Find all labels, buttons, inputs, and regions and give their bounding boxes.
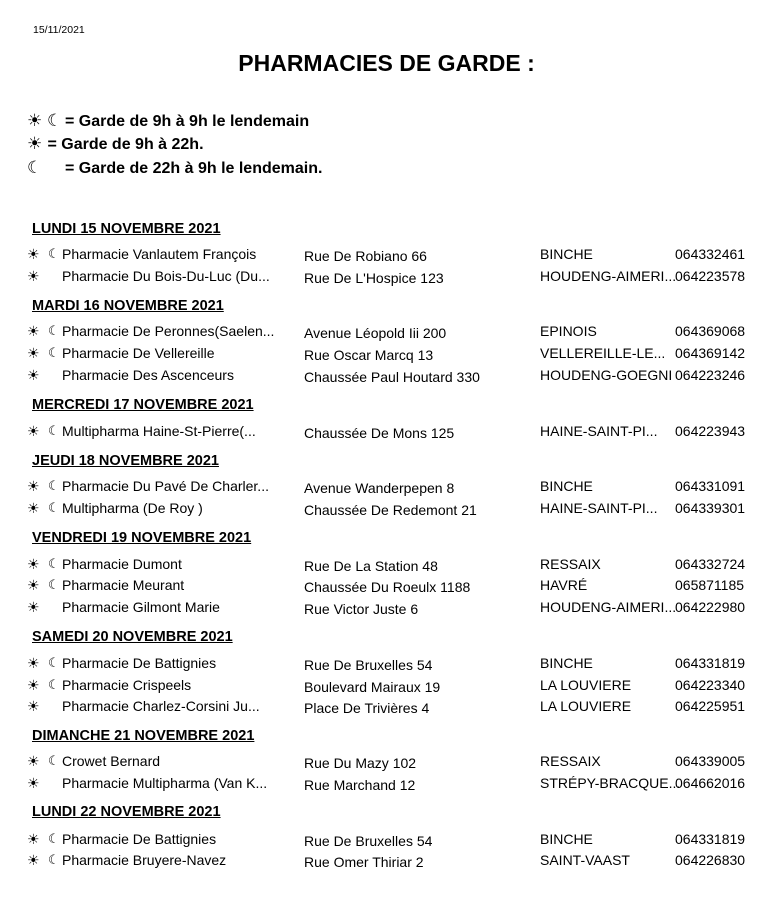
pharmacy-phone: 064226830: [675, 852, 746, 868]
pharmacy-phone: 064332724: [675, 556, 746, 572]
pharmacy-address: Place De Trivières 4: [304, 700, 430, 716]
pharmacy-city: EPINOIS: [540, 323, 597, 339]
pharmacy-phone: 064339301: [675, 500, 746, 516]
sun-icon: ☀: [27, 599, 40, 615]
pharmacy-address: Rue Marchand 12: [304, 777, 416, 793]
sun-icon: ☀: [27, 478, 40, 494]
pharmacy-name: Pharmacie Multipharma (Van K...: [62, 775, 268, 791]
sun-icon: ☀: [27, 577, 40, 593]
sun-icon: ☀: [27, 753, 40, 769]
moon-icon: ☾: [48, 423, 60, 438]
pharmacy-row: [0, 677, 773, 697]
sun-icon: ☀: [27, 698, 40, 714]
sun-icon: ☀: [27, 345, 40, 361]
pharmacy-row: [0, 655, 773, 675]
pharmacy-phone: 064332461: [675, 246, 746, 262]
sun-icon: ☀: [27, 655, 40, 671]
day-heading: SAMEDI 20 NOVEMBRE 2021: [32, 629, 233, 645]
day-heading: LUNDI 15 NOVEMBRE 2021: [32, 221, 221, 237]
pharmacy-phone: 064223246: [675, 367, 746, 383]
pharmacy-address: Rue Victor Juste 6: [304, 601, 419, 617]
sun-icon: ☀: [27, 677, 40, 693]
sun-icon: ☀: [27, 775, 40, 791]
moon-icon: ☾: [48, 478, 60, 493]
pharmacy-city: HOUDENG-GOEGNI: [540, 367, 673, 383]
pharmacy-name: Pharmacie De Peronnes(Saelen...: [62, 323, 275, 339]
pharmacy-name: Pharmacie Crispeels: [62, 677, 192, 693]
moon-icon: ☾: [48, 556, 60, 571]
pharmacy-row: [0, 246, 773, 266]
pharmacy-name: Pharmacie Charlez-Corsini Ju...: [62, 698, 260, 714]
moon-icon: ☾: [48, 753, 60, 768]
pharmacy-row: [0, 698, 773, 718]
pharmacy-name: Crowet Bernard: [62, 753, 161, 769]
pharmacy-city: HOUDENG-AIMERI...: [540, 599, 677, 615]
pharmacy-city: VELLEREILLE-LE...: [540, 345, 666, 361]
pharmacy-phone: 064339005: [675, 753, 746, 769]
moon-icon: ☾: [48, 577, 60, 592]
pharmacy-city: HOUDENG-AIMERI...: [540, 268, 677, 284]
pharmacy-name: Pharmacie Du Pavé De Charler...: [62, 478, 269, 494]
pharmacy-row: [0, 500, 773, 520]
pharmacy-row: [0, 478, 773, 498]
pharmacy-city: HAINE-SAINT-PI...: [540, 423, 658, 439]
pharmacy-city: SAINT-VAAST: [540, 852, 630, 868]
pharmacy-phone: 064225951: [675, 698, 746, 714]
moon-icon: ☾: [48, 852, 60, 867]
pharmacy-city: BINCHE: [540, 478, 593, 494]
pharmacy-row: [0, 367, 773, 387]
pharmacy-row: [0, 852, 773, 872]
pharmacy-phone: 064662016: [675, 775, 746, 791]
pharmacy-name: Multipharma (De Roy ): [62, 500, 203, 516]
pharmacy-phone: 064331819: [675, 655, 746, 671]
sun-icon: ☀: [27, 268, 40, 284]
pharmacy-address: Chaussée De Redemont 21: [304, 502, 477, 518]
moon-icon: ☾: [48, 246, 60, 261]
pharmacy-address: Rue Omer Thiriar 2: [304, 854, 424, 870]
pharmacy-address: Boulevard Mairaux 19: [304, 679, 441, 695]
sun-icon: ☀: [27, 831, 40, 847]
pharmacy-name: Pharmacie De Battignies: [62, 655, 217, 671]
day-heading: LUNDI 22 NOVEMBRE 2021: [32, 804, 221, 820]
moon-icon: ☾: [48, 831, 60, 846]
pharmacy-name: Pharmacie De Vellereille: [62, 345, 215, 361]
legend-text: = Garde de 9h à 9h le lendemain: [65, 113, 310, 130]
pharmacy-name: Pharmacie Des Ascenceurs: [62, 367, 234, 383]
pharmacy-address: Avenue Léopold Iii 200: [304, 325, 447, 341]
sun-icon: ☀: [27, 423, 40, 439]
pharmacy-row: [0, 577, 773, 597]
pharmacy-name: Pharmacie Gilmont Marie: [62, 599, 220, 615]
pharmacy-phone: 064222980: [675, 599, 746, 615]
legend-night: [27, 158, 322, 178]
pharmacy-phone: 064369142: [675, 345, 746, 361]
pharmacy-phone: 064223340: [675, 677, 746, 693]
pharmacy-phone: 064331819: [675, 831, 746, 847]
pharmacy-address: Chaussée De Mons 125: [304, 425, 455, 441]
page-title: PHARMACIES DE GARDE :: [238, 50, 535, 76]
day-heading: VENDREDI 19 NOVEMBRE 2021: [32, 530, 252, 546]
pharmacy-name: Pharmacie Meurant: [62, 577, 185, 593]
pharmacy-address: Rue Oscar Marcq 13: [304, 347, 434, 363]
moon-icon: ☾: [48, 655, 60, 670]
pharmacy-name: Pharmacie Dumont: [62, 556, 182, 572]
moon-icon: ☾: [48, 323, 60, 338]
legend-text: = Garde de 9h à 22h.: [47, 136, 204, 153]
pharmacy-row: [0, 753, 773, 773]
pharmacy-row: [0, 423, 773, 443]
pharmacy-row: [0, 268, 773, 288]
sun-icon: ☀: [27, 556, 40, 572]
pharmacy-name: Multipharma Haine-St-Pierre(...: [62, 423, 256, 439]
sun-icon: ☀: [27, 852, 40, 868]
legend-day-night: [27, 111, 309, 131]
pharmacy-name: Pharmacie Du Bois-Du-Luc (Du...: [62, 268, 270, 284]
pharmacy-city: HAVRÉ: [540, 577, 588, 593]
pharmacy-name: Pharmacie Vanlautem François: [62, 246, 257, 262]
pharmacy-phone: 064331091: [675, 478, 746, 494]
moon-icon: ☾: [48, 345, 60, 360]
sun-moon-icon: ☀ ☾: [27, 111, 63, 130]
pharmacy-city: RESSAIX: [540, 556, 601, 572]
pharmacy-city: HAINE-SAINT-PI...: [540, 500, 658, 516]
pharmacy-city: LA LOUVIERE: [540, 698, 632, 714]
legend-day: [27, 134, 204, 154]
pharmacy-name: Pharmacie Bruyere-Navez: [62, 852, 227, 868]
pharmacy-address: Chaussée Du Roeulx 1188: [304, 579, 471, 595]
pharmacy-address: Rue De Bruxelles 54: [304, 657, 433, 673]
sun-icon: ☀: [27, 323, 40, 339]
pharmacy-phone: 065871185: [675, 577, 745, 593]
pharmacy-row: [0, 831, 773, 851]
pharmacy-city: LA LOUVIERE: [540, 677, 632, 693]
sun-icon: ☀: [27, 500, 40, 516]
pharmacy-city: RESSAIX: [540, 753, 601, 769]
moon-icon: ☾: [27, 158, 43, 177]
pharmacy-address: Rue De La Station 48: [304, 558, 438, 574]
sun-icon: ☀: [27, 367, 40, 383]
pharmacy-row: [0, 345, 773, 365]
pharmacy-city: BINCHE: [540, 246, 593, 262]
moon-icon: ☾: [48, 500, 60, 515]
pharmacy-phone: 064223943: [675, 423, 746, 439]
pharmacy-row: [0, 556, 773, 576]
pharmacy-row: [0, 775, 773, 795]
pharmacy-address: Chaussée Paul Houtard 330: [304, 369, 480, 385]
pharmacy-city: STRÉPY-BRACQUE...: [540, 775, 681, 791]
pharmacy-row: [0, 599, 773, 619]
day-heading: DIMANCHE 21 NOVEMBRE 2021: [32, 728, 255, 744]
moon-icon: ☾: [48, 677, 60, 692]
sun-icon: ☀: [27, 134, 43, 153]
day-heading: MERCREDI 17 NOVEMBRE 2021: [32, 397, 254, 413]
pharmacy-phone: 064369068: [675, 323, 746, 339]
sun-icon: ☀: [27, 246, 40, 262]
print-date: 15/11/2021: [33, 24, 85, 36]
day-heading: MARDI 16 NOVEMBRE 2021: [32, 298, 224, 314]
pharmacy-row: [0, 323, 773, 343]
pharmacy-phone: 064223578: [675, 268, 746, 284]
day-heading: JEUDI 18 NOVEMBRE 2021: [32, 453, 219, 469]
pharmacy-address: Avenue Wanderpepen 8: [304, 480, 455, 496]
pharmacy-city: BINCHE: [540, 655, 593, 671]
legend-text: = Garde de 22h à 9h le lendemain.: [65, 160, 323, 177]
pharmacy-address: Rue Du Mazy 102: [304, 755, 417, 771]
pharmacy-name: Pharmacie De Battignies: [62, 831, 217, 847]
pharmacy-address: Rue De Robiano 66: [304, 248, 427, 264]
pharmacy-address: Rue De L'Hospice 123: [304, 270, 444, 286]
pharmacy-address: Rue De Bruxelles 54: [304, 833, 433, 849]
pharmacy-city: BINCHE: [540, 831, 593, 847]
